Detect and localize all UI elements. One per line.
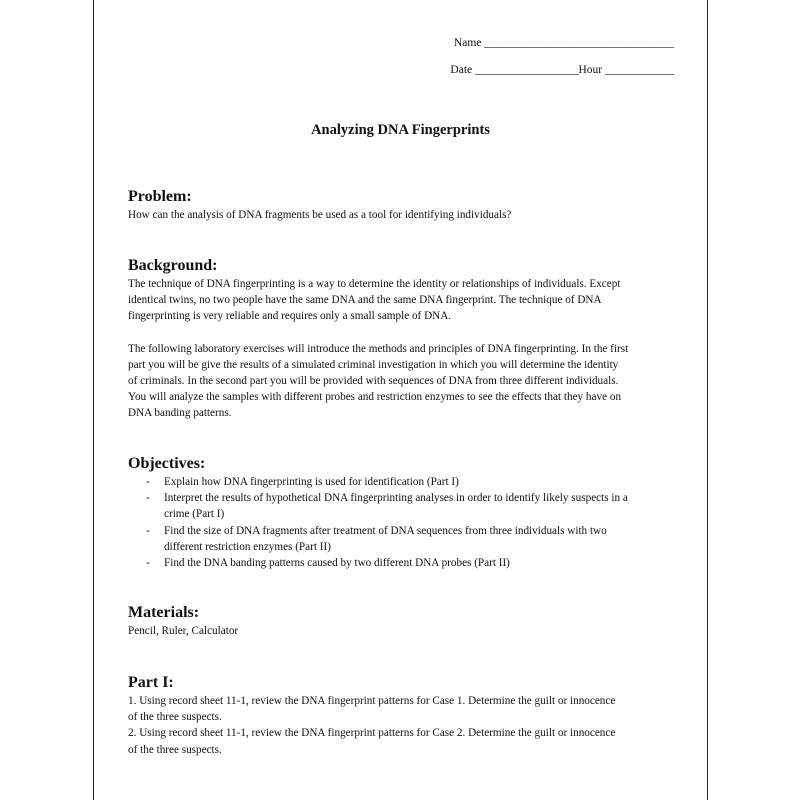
background-paragraph-2 bbox=[128, 341, 676, 422]
text-line: of criminals. In the second part you will be provided with sequences of DNA from three different individuals. bbox=[128, 375, 619, 388]
text-line: DNA banding patterns. bbox=[128, 407, 232, 420]
text-line: The following laboratory exercises will introduce the methods and principles of DNA fingerprinting. In the first bbox=[128, 342, 629, 355]
background-paragraph-1 bbox=[128, 276, 676, 325]
problem-heading: Problem: bbox=[128, 188, 192, 205]
text-line: Interpret the results of hypothetical DNA fingerprinting analyses in order to identify likely suspects in a bbox=[164, 492, 628, 505]
dash-bullet: - bbox=[146, 492, 150, 505]
objective-item bbox=[128, 555, 676, 571]
objectives-heading: Objectives: bbox=[128, 455, 206, 472]
part1-section bbox=[128, 673, 676, 758]
materials-heading: Materials: bbox=[128, 604, 200, 621]
dash-bullet: - bbox=[146, 524, 150, 537]
text-line: of the three suspects. bbox=[128, 743, 222, 756]
document-page bbox=[93, 0, 708, 800]
background-heading: Background: bbox=[128, 257, 218, 274]
objectives-section bbox=[128, 454, 676, 571]
text-line: Explain how DNA fingerprinting is used for identification (Part I) bbox=[164, 476, 459, 488]
part1-instructions bbox=[128, 693, 676, 758]
dash-bullet: - bbox=[146, 476, 150, 488]
text-line: fingerprinting is very reliable and requires only a small sample of DNA. bbox=[128, 310, 452, 323]
text-line: Find the size of DNA fragments after treatment of DNA sequences from three individuals with two bbox=[164, 524, 607, 537]
text-line: identical twins, no two people have the same DNA and the same DNA fingerprint. The technique of DNA bbox=[128, 294, 602, 307]
objective-item bbox=[128, 490, 676, 522]
objective-item bbox=[128, 474, 676, 490]
text-line: 2. Using record sheet 11-1, review the DNA fingerprint patterns for Case 2. Determine the guilt or innocence bbox=[128, 727, 616, 740]
problem-section bbox=[128, 187, 676, 223]
text-line: The technique of DNA fingerprinting is a way to determine the identity or relationships of individuals. Except bbox=[128, 278, 621, 290]
part1-heading: Part I: bbox=[128, 674, 174, 691]
objectives-list bbox=[128, 474, 676, 571]
dash-bullet: - bbox=[146, 557, 150, 570]
text-line: of the three suspects. bbox=[128, 711, 222, 724]
name-field-line: Name _________________________________ bbox=[453, 37, 674, 49]
text-line: 1. Using record sheet 11-1, review the DNA fingerprint patterns for Case 1. Determine the guilt or innocence bbox=[128, 695, 616, 707]
document-title: Analyzing DNA Fingerprints bbox=[311, 122, 490, 138]
materials-section bbox=[128, 603, 676, 639]
text-line: different restriction enzymes (Part II) bbox=[164, 540, 331, 553]
text-line: You will analyze the samples with different probes and restriction enzymes to see the effects that they have on bbox=[128, 391, 622, 404]
date-hour-field-line: Date __________________Hour ____________ bbox=[450, 64, 674, 76]
background-section bbox=[128, 256, 676, 422]
objective-item bbox=[128, 523, 676, 555]
text-line: part you will be give the results of a simulated criminal investigation in which you will determine the identity bbox=[128, 358, 619, 371]
text-line: Find the DNA banding patterns caused by two different DNA probes (Part II) bbox=[164, 557, 510, 570]
text-line: crime (Part I) bbox=[164, 508, 225, 521]
problem-text: How can the analysis of DNA fragments be used as a tool for identifying individuals? bbox=[128, 209, 512, 221]
materials-text: Pencil, Ruler, Calculator bbox=[128, 625, 239, 637]
